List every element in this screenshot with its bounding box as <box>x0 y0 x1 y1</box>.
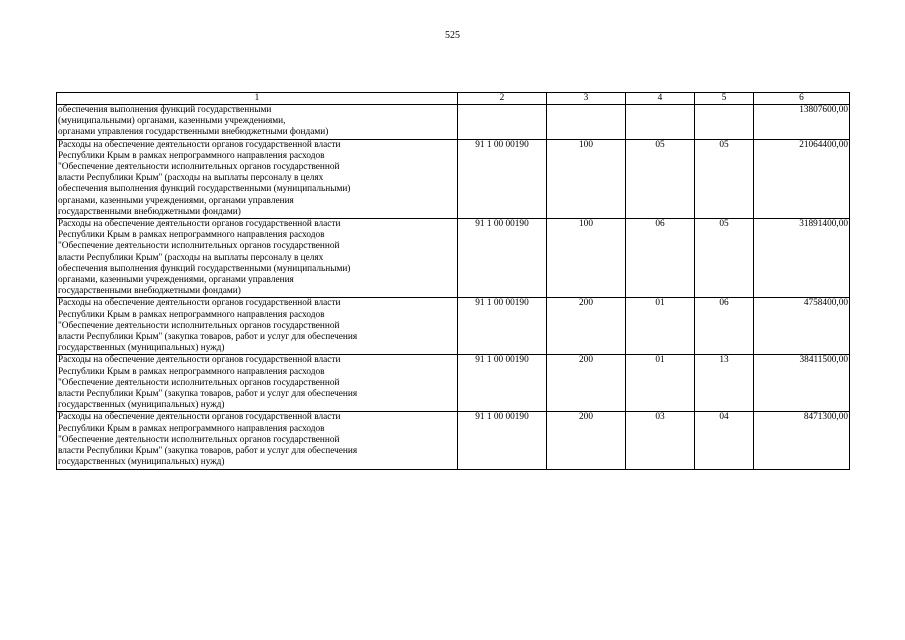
row-code: 91 1 00 00190 <box>458 355 547 412</box>
row-type: 200 <box>547 355 626 412</box>
column-header-3: 3 <box>547 93 626 105</box>
row-description: Расходы на обеспечение деятельности органов государственной власти Республики Крым в рамках непрограммного направления расходов "Обеспечение деятельности исполнительных органов государственной власти Республики Крым" (расходы на выплаты персоналу в целях обеспечения выполнения функций государственными (муниципальными) органами, казенными учреждениями, органами управления государственными внебюджетными фондами) <box>57 219 458 298</box>
row-section: 03 <box>626 412 695 469</box>
row-subsection: 13 <box>695 355 754 412</box>
row-subsection: 05 <box>695 219 754 298</box>
column-header-4: 4 <box>626 93 695 105</box>
table-row <box>57 105 850 140</box>
page-number: 525 <box>445 30 460 41</box>
row-code: 91 1 00 00190 <box>458 139 547 218</box>
column-header-2: 2 <box>458 93 547 105</box>
row-description: Расходы на обеспечение деятельности органов государственной власти Республики Крым в рамках непрограммного направления расходов "Обеспечение деятельности исполнительных органов государственной власти Республики Крым" (закупка товаров, работ и услуг для обеспечения государственных (муниципальных) нужд) <box>57 412 458 469</box>
table-row <box>57 219 850 298</box>
column-header-1: 1 <box>57 93 458 105</box>
row-type: 100 <box>547 139 626 218</box>
row-code <box>458 105 547 140</box>
row-subsection <box>695 105 754 140</box>
row-section: 06 <box>626 219 695 298</box>
row-section: 05 <box>626 139 695 218</box>
column-header-5: 5 <box>695 93 754 105</box>
row-section: 01 <box>626 298 695 355</box>
row-amount: 4758400,00 <box>754 298 850 355</box>
row-code: 91 1 00 00190 <box>458 412 547 469</box>
table-row <box>57 139 850 218</box>
row-type: 200 <box>547 412 626 469</box>
column-header-6: 6 <box>754 93 850 105</box>
row-code: 91 1 00 00190 <box>458 298 547 355</box>
row-amount: 13807600,00 <box>754 105 850 140</box>
row-amount: 8471300,00 <box>754 412 850 469</box>
row-type <box>547 105 626 140</box>
table-row <box>57 412 850 469</box>
row-amount: 21064400,00 <box>754 139 850 218</box>
row-description: Расходы на обеспечение деятельности органов государственной власти Республики Крым в рамках непрограммного направления расходов "Обеспечение деятельности исполнительных органов государственной власти Республики Крым" (закупка товаров, работ и услуг для обеспечения государственных (муниципальных) нужд) <box>57 355 458 412</box>
row-description: Расходы на обеспечение деятельности органов государственной власти Республики Крым в рамках непрограммного направления расходов "Обеспечение деятельности исполнительных органов государственной власти Республики Крым" (расходы на выплаты персоналу в целях обеспечения выполнения функций государственными (муниципальными) органами, казенными учреждениями, органами управления государственными внебюджетными фондами) <box>57 139 458 218</box>
table-row <box>57 298 850 355</box>
row-subsection: 05 <box>695 139 754 218</box>
row-description: обеспечения выполнения функций государственными (муниципальными) органами, казенными учреждениями, органами управления государственными внебюджетными фондами) <box>57 105 458 140</box>
table-row <box>57 355 850 412</box>
row-type: 200 <box>547 298 626 355</box>
budget-table <box>56 92 850 470</box>
row-subsection: 04 <box>695 412 754 469</box>
row-amount: 38411500,00 <box>754 355 850 412</box>
row-section: 01 <box>626 355 695 412</box>
header-row <box>57 93 850 105</box>
row-type: 100 <box>547 219 626 298</box>
row-section <box>626 105 695 140</box>
row-code: 91 1 00 00190 <box>458 219 547 298</box>
row-amount: 31891400,00 <box>754 219 850 298</box>
row-subsection: 06 <box>695 298 754 355</box>
row-description: Расходы на обеспечение деятельности органов государственной власти Республики Крым в рамках непрограммного направления расходов "Обеспечение деятельности исполнительных органов государственной власти Республики Крым" (закупка товаров, работ и услуг для обеспечения государственных (муниципальных) нужд) <box>57 298 458 355</box>
